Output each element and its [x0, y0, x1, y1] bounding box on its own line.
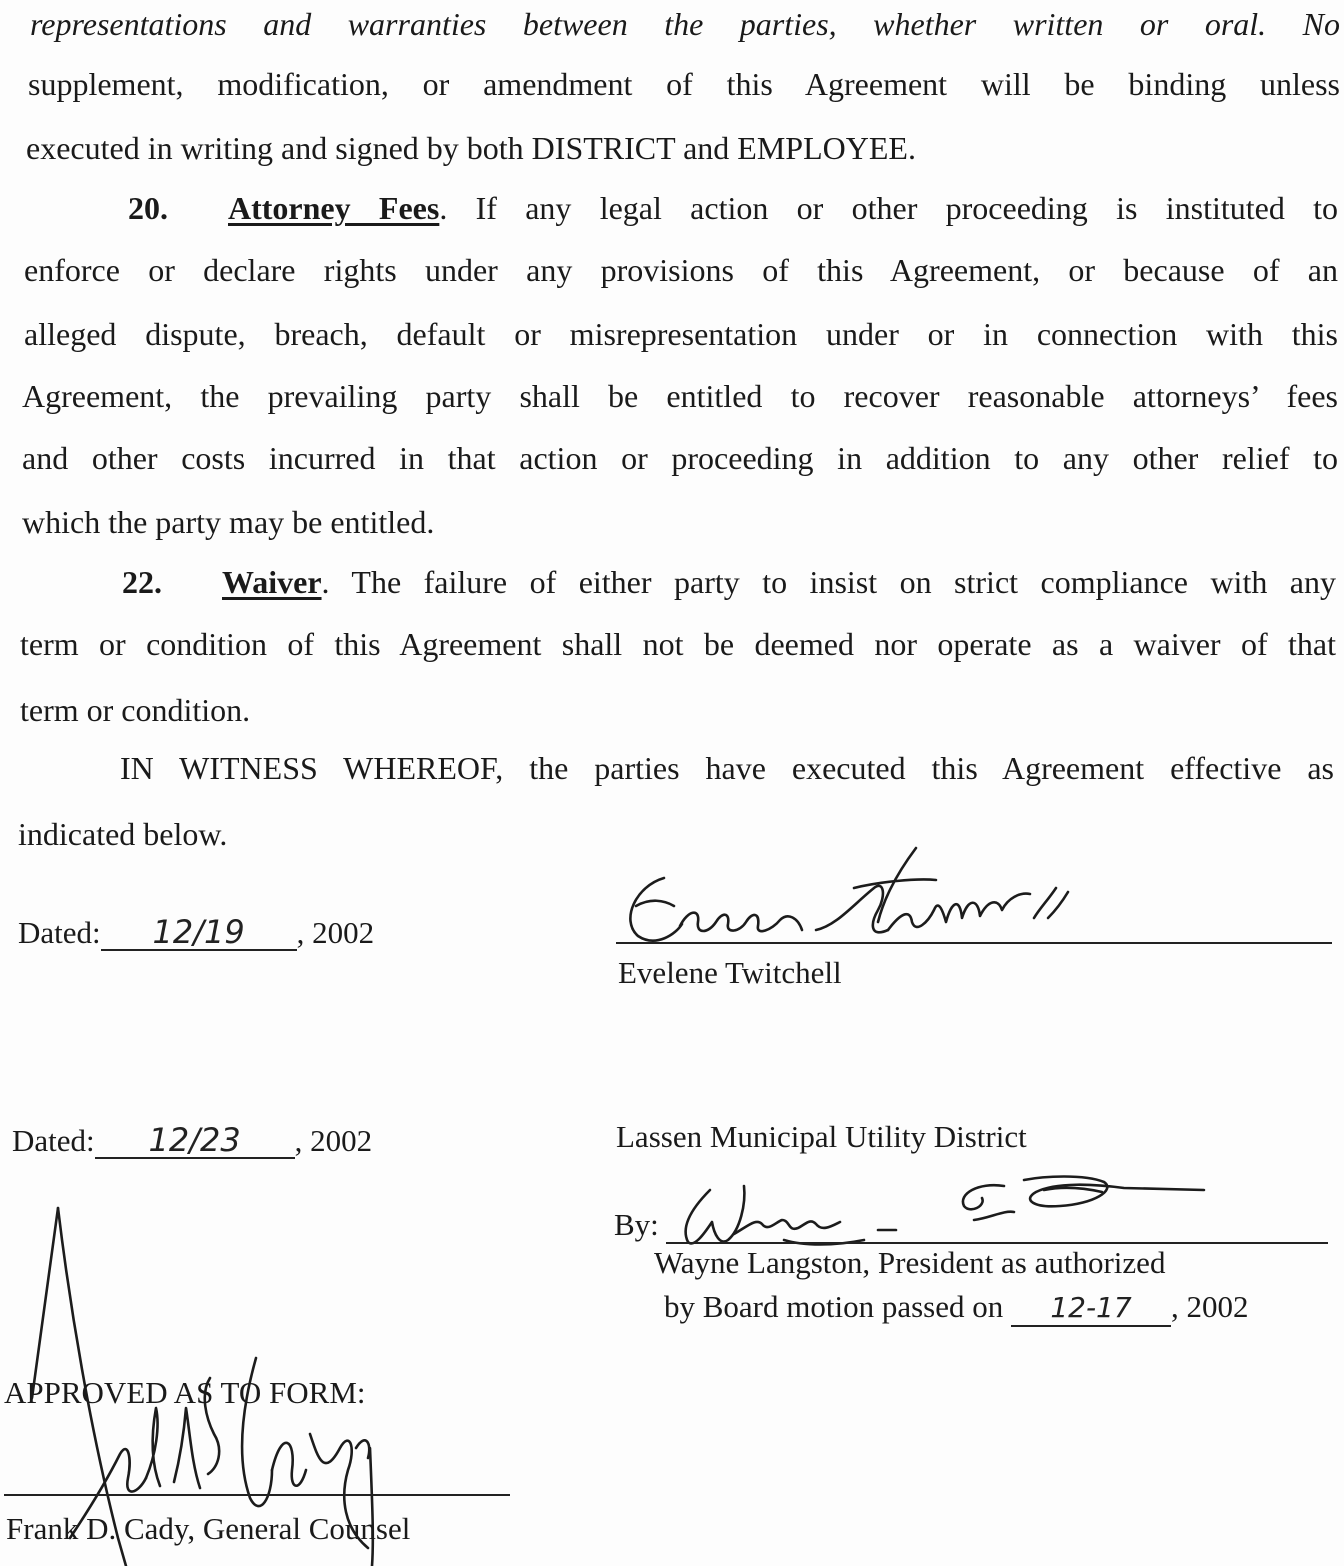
paragraph-line: supplement, modification, or amendment of this Agreement will be binding unless — [28, 66, 1340, 102]
approval-label: APPROVED AS TO FORM: — [4, 1375, 366, 1410]
by-label: By: — [614, 1207, 659, 1242]
dated-label: Dated: — [18, 915, 101, 950]
paragraph-line: Agreement, the prevailing party shall be entitled to recover reasonable attorneys’ fees — [22, 378, 1338, 414]
signature — [616, 838, 1086, 950]
paragraph-line: term or condition of this Agreement shall not be deemed nor operate as a waiver of that — [20, 626, 1336, 662]
signature-line — [4, 1494, 510, 1496]
section-heading: Attorney Fees — [228, 190, 440, 226]
section-heading: Waiver — [222, 564, 322, 600]
employee-signer-name: Evelene Twitchell — [618, 955, 842, 990]
dated-value: 12/23 — [95, 1123, 295, 1159]
paragraph-line: alleged dispute, breach, default or misrepresentation under or in connection with this — [24, 316, 1338, 352]
signature — [664, 1160, 1204, 1252]
paragraph-line: which the party may be entitled. — [22, 504, 435, 540]
motion-date: 12-17 — [1011, 1291, 1171, 1327]
district-signer-line: Wayne Langston, President as authorized — [654, 1245, 1166, 1280]
motion-year-suffix: , 2002 — [1171, 1289, 1249, 1324]
section-text: . The failure of either party to insist on strict compliance with any — [321, 564, 1336, 600]
district-dated-line — [12, 1122, 372, 1160]
district-org-name: Lassen Municipal Utility District — [616, 1119, 1027, 1154]
section-22-first-line — [122, 562, 1336, 602]
dated-value: 12/19 — [101, 915, 297, 951]
paragraph-line: term or condition. — [20, 692, 251, 728]
paragraph-line: enforce or declare rights under any provisions of this Agreement, or because of an — [24, 252, 1338, 288]
witness-clause: indicated below. — [18, 816, 228, 852]
signature-line — [616, 942, 1332, 944]
approval-signer: Frank D. Cady, General Counsel — [6, 1511, 411, 1546]
section-number: 20. — [128, 190, 168, 226]
dated-year: , 2002 — [296, 915, 375, 950]
district-signer-line — [664, 1288, 1249, 1327]
paragraph-line: and other costs incurred in that action or proceeding in addition to any other relief to — [22, 440, 1338, 476]
employee-dated-line — [18, 914, 374, 952]
dated-label: Dated: — [12, 1123, 95, 1158]
section-number: 22. — [122, 564, 162, 600]
motion-label: by Board motion passed on — [664, 1289, 1004, 1324]
paragraph-line: representations and warranties between the parties, whether written or oral. No — [30, 6, 1340, 42]
dated-year: , 2002 — [294, 1123, 373, 1158]
section-text: . If any legal action or other proceeding is instituted to — [439, 190, 1339, 226]
section-20-first-line — [128, 188, 1338, 228]
witness-clause: IN WITNESS WHEREOF, the parties have executed this Agreement effective as — [120, 750, 1334, 786]
paragraph-line: executed in writing and signed by both DISTRICT and EMPLOYEE. — [26, 130, 916, 166]
